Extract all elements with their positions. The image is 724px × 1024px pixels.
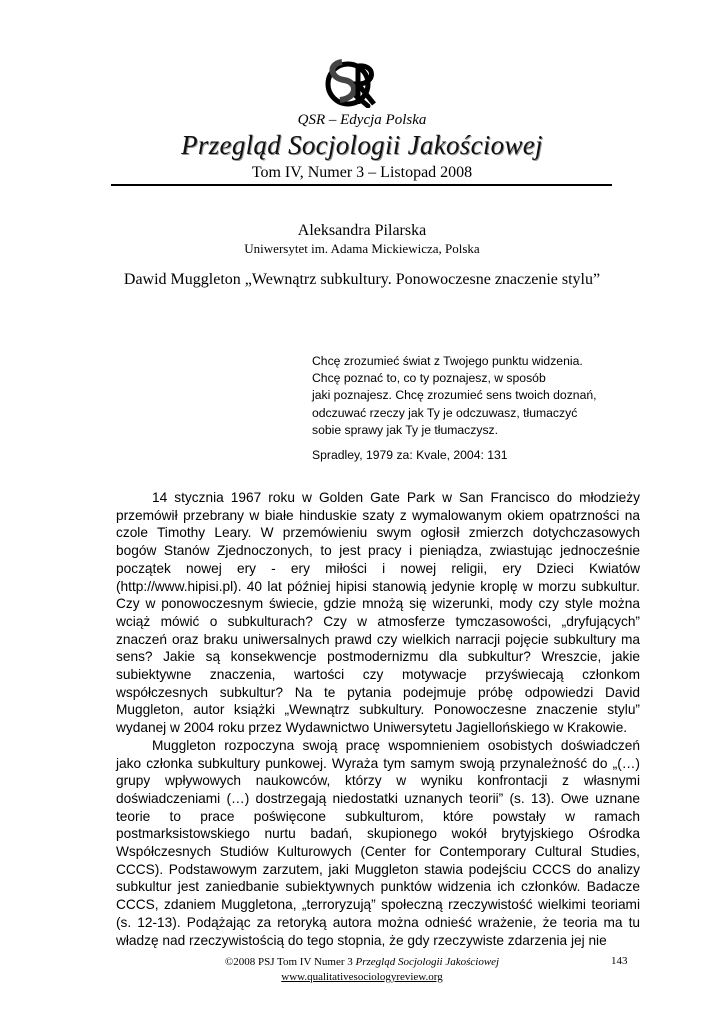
page-number: 143: [611, 955, 628, 967]
qsr-logo: [318, 56, 382, 108]
logo-s-stroke: [332, 62, 354, 100]
article-body: [116, 489, 640, 949]
journal-subtitle: QSR – Edycja Polska: [297, 112, 427, 128]
logo-r-stroke: [358, 64, 374, 104]
issue-info: Tom IV, Numer 3 – Listopad 2008: [251, 164, 473, 181]
journal-title: Przegląd Socjologii Jakościowej: [181, 130, 543, 160]
epigraph-line: Chcę zrozumieć świat z Twojego punktu widzenia.: [312, 354, 583, 368]
epigraph-line: Chcę poznać to, co ty poznajesz, w sposób: [312, 371, 546, 386]
epigraph-line: sobie sprawy jak Ty je tłumaczysz.: [312, 422, 499, 437]
footer-copyright: ©2008 PSJ Tom IV Numer 3: [224, 956, 353, 968]
epigraph-line: jaki poznajesz. Chcę zrozumieć sens twoich doznań,: [312, 388, 597, 403]
author-name: Aleksandra Pilarska: [297, 222, 427, 239]
epigraph-line: odczuwać rzeczy jak Ty je odczuwasz, tłumaczyć: [312, 405, 578, 420]
epigraph-source: Spradley, 1979 za: Kvale, 2004: 131: [312, 448, 508, 463]
author-affiliation: Uniwersytet im. Adama Mickiewicza, Polska: [244, 241, 480, 256]
footer-journal-name: Przegląd Socjologii Jakościowej: [355, 956, 500, 968]
footer-url-link[interactable]: www.qualitativesociologyreview.org: [281, 971, 443, 983]
epigraph: [312, 353, 642, 464]
body-paragraph: Muggleton rozpoczyna swoją pracę wspomnieniem osobistych doświadczeń jako członka subkultury punkowej. Wyraża tym samym swoją przynależność do „(…) grupy wpływowych naukowców, którzy w wyniku konfrontacji z własnymi doświadczeniami (…) dostrzegają niedostatki uznanych teorii” (s. 13). Owe uznane teorie to prace poświęcone subkulturom, które powstały w ramach postmarksistowskiego nurtu badań, skupionego wokół brytyjskiego Ośrodka Współczesnych Studiów Kulturowych (Center for Contemporary Cultural Studies, CCCS). Podstawowym zarzutem, jaki Muggleton stawia podejściu CCCS do analizy subkultur jest zaniedbanie subiektywnych punktów widzenia ich członków. Badacze CCCS, zdaniem Muggletona, „terroryzują” społeczną rzeczywistość wielkimi teoriami (s. 12-13). Podążając za retoryką autora można odnieść wrażenie, że teoria ma tu władzę nad rzeczywistością do tego stopnia, że gdy rzeczywiste zdarzenia jej nie: [116, 737, 640, 948]
header-divider: [111, 184, 612, 186]
body-paragraph: 14 stycznia 1967 roku w Golden Gate Park w San Francisco do młodzieży przemówił przebrany w białe hinduskie szaty z wymalowanym okiem opatrzności na czole Timothy Leary. W przemówieniu swym ogłosił zmierzch dotychczasowych bogów Stanów Zjednoczonych, to jest pracy i pieniądza, zwiastując jednocześnie początek nowej ery - ery miłości i nowej religii, ery Dzieci Kwiatów (http://www.hipisi.pl). 40 lat później hipisi stanowią jedynie kroplę w morzu subkultur. Czy w ponowoczesnym świecie, gdzie mnożą się wizerunki, mody czy style można wciąż mówić o subkulturach? Czy w atmosferze tymczasowości, „dryfujących” znaczeń oraz braku uniwersalnych prawd czy wielkich narracji pojęcie subkultury ma sens? Jakie są konsekwencje postmodernizmu dla subkultur? Wreszcie, jakie subiektywne znaczenia, wartości czy motywacje przyświecają członkom współczesnych subkultur? Na te pytania podejmuje próbę odpowiedzi David Muggleton, autor książki „Wewnątrz subkultury. Ponowoczesne znaczenie stylu” wydanej w 2004 roku przez Wydawnictwo Uniwersytetu Jagiellońskiego w Krakowie.: [116, 490, 640, 736]
review-title: Dawid Muggleton „Wewnątrz subkultury. Ponowoczesne znaczenie stylu”: [123, 271, 601, 288]
